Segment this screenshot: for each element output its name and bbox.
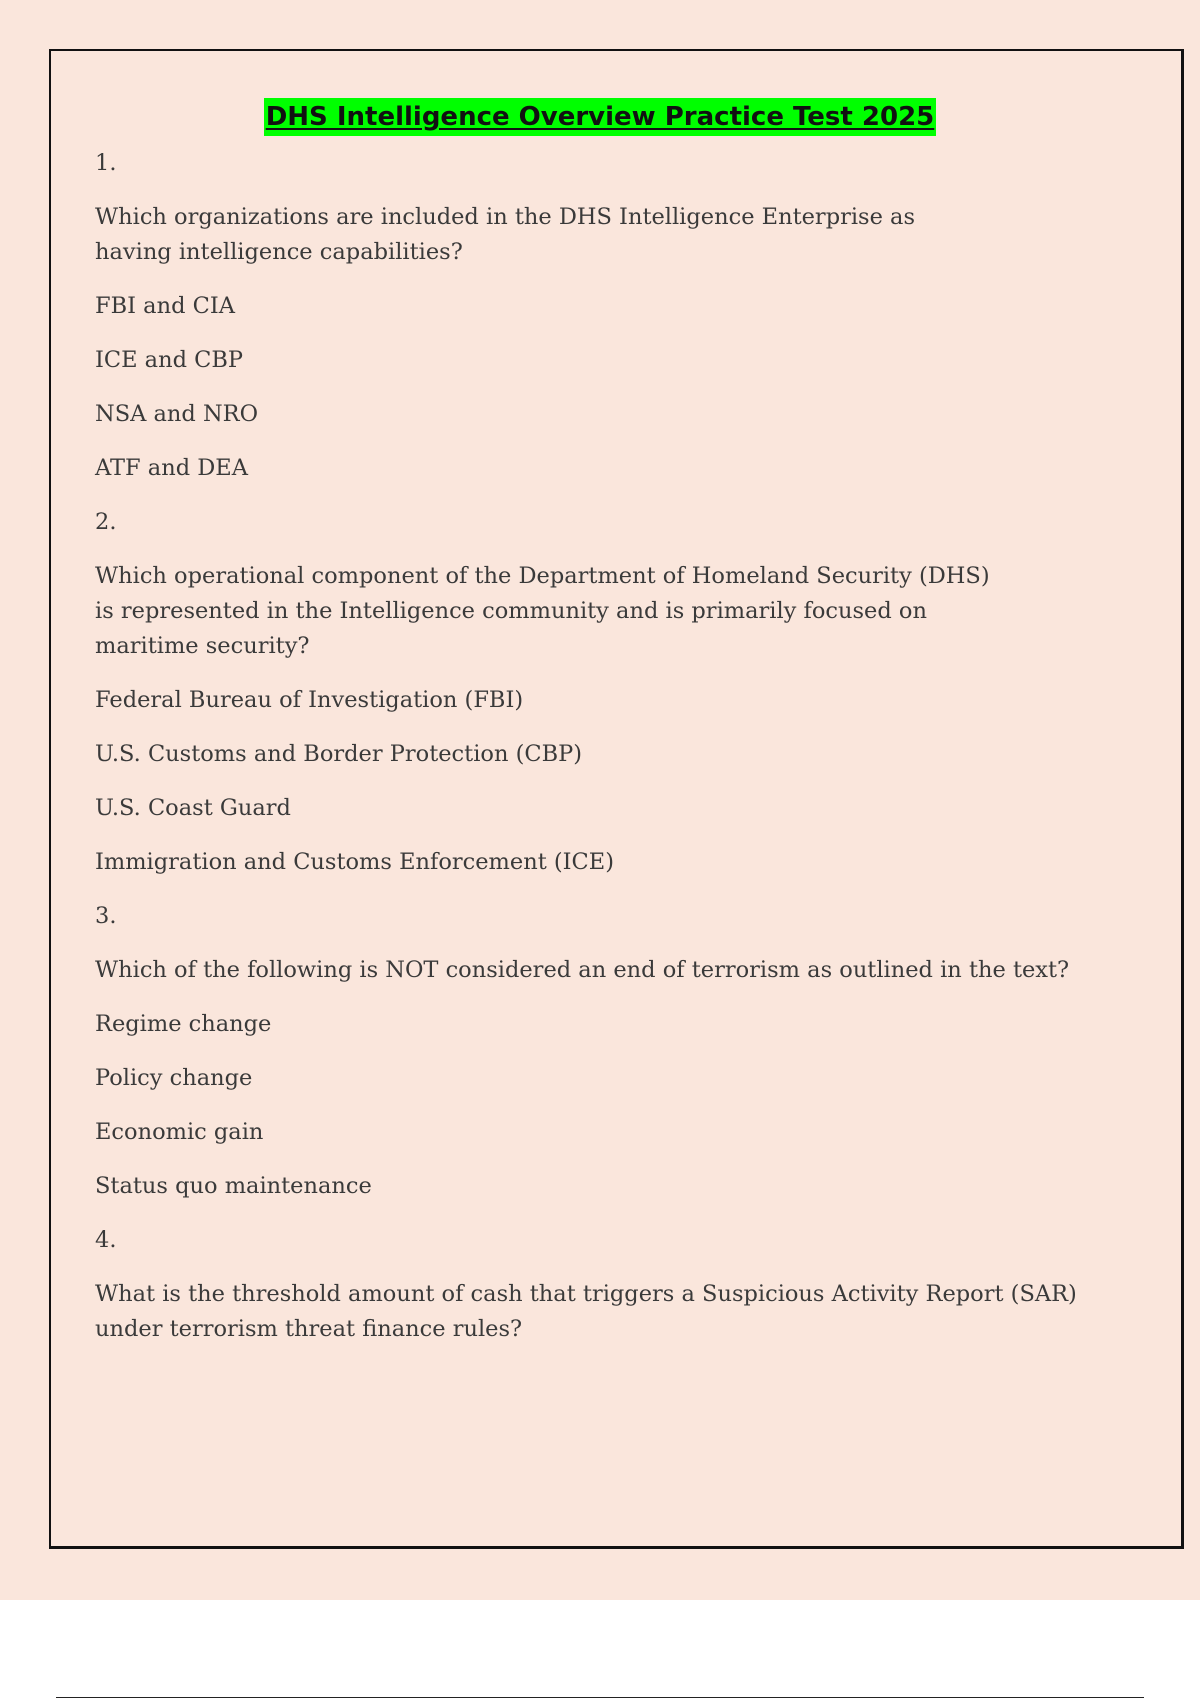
answer-option: FBI and CIA xyxy=(95,293,235,319)
question-number: 4. xyxy=(95,1227,117,1253)
title-container xyxy=(0,98,1200,136)
question-number: 1. xyxy=(95,150,117,176)
question-number: 3. xyxy=(95,903,117,929)
question-list xyxy=(95,146,1085,1366)
question-text: What is the threshold amount of cash that triggers a Suspicious Activity Report (SAR) under terrorism threat finance rules? xyxy=(95,1281,1077,1342)
answer-option: NSA and NRO xyxy=(95,401,259,427)
answer-option: ATF and DEA xyxy=(95,455,248,481)
answer-option: U.S. Customs and Border Protection (CBP) xyxy=(95,741,583,767)
question-text: Which of the following is NOT considered an end of terrorism as outlined in the text? xyxy=(95,957,1070,983)
question-text: Which organizations are included in the DHS Intelligence Enterprise as having intelligence capabilities? xyxy=(95,204,916,265)
document-title: DHS Intelligence Overview Practice Test 2025 xyxy=(264,98,937,136)
answer-option: Regime change xyxy=(95,1011,272,1037)
answer-option: Federal Bureau of Investigation (FBI) xyxy=(95,687,524,713)
answer-option: Policy change xyxy=(95,1065,253,1091)
answer-option: Status quo maintenance xyxy=(95,1173,372,1199)
footer-divider xyxy=(56,1697,1144,1698)
answer-option: Immigration and Customs Enforcement (ICE) xyxy=(95,849,614,875)
answer-option: U.S. Coast Guard xyxy=(95,795,291,821)
answer-option: Economic gain xyxy=(95,1119,264,1145)
answer-option: ICE and CBP xyxy=(95,347,244,373)
question-number: 2. xyxy=(95,509,117,535)
question-text: Which operational component of the Department of Homeland Security (DHS) is represented in the Intelligence community and is primarily focused on maritime security? xyxy=(95,563,990,659)
